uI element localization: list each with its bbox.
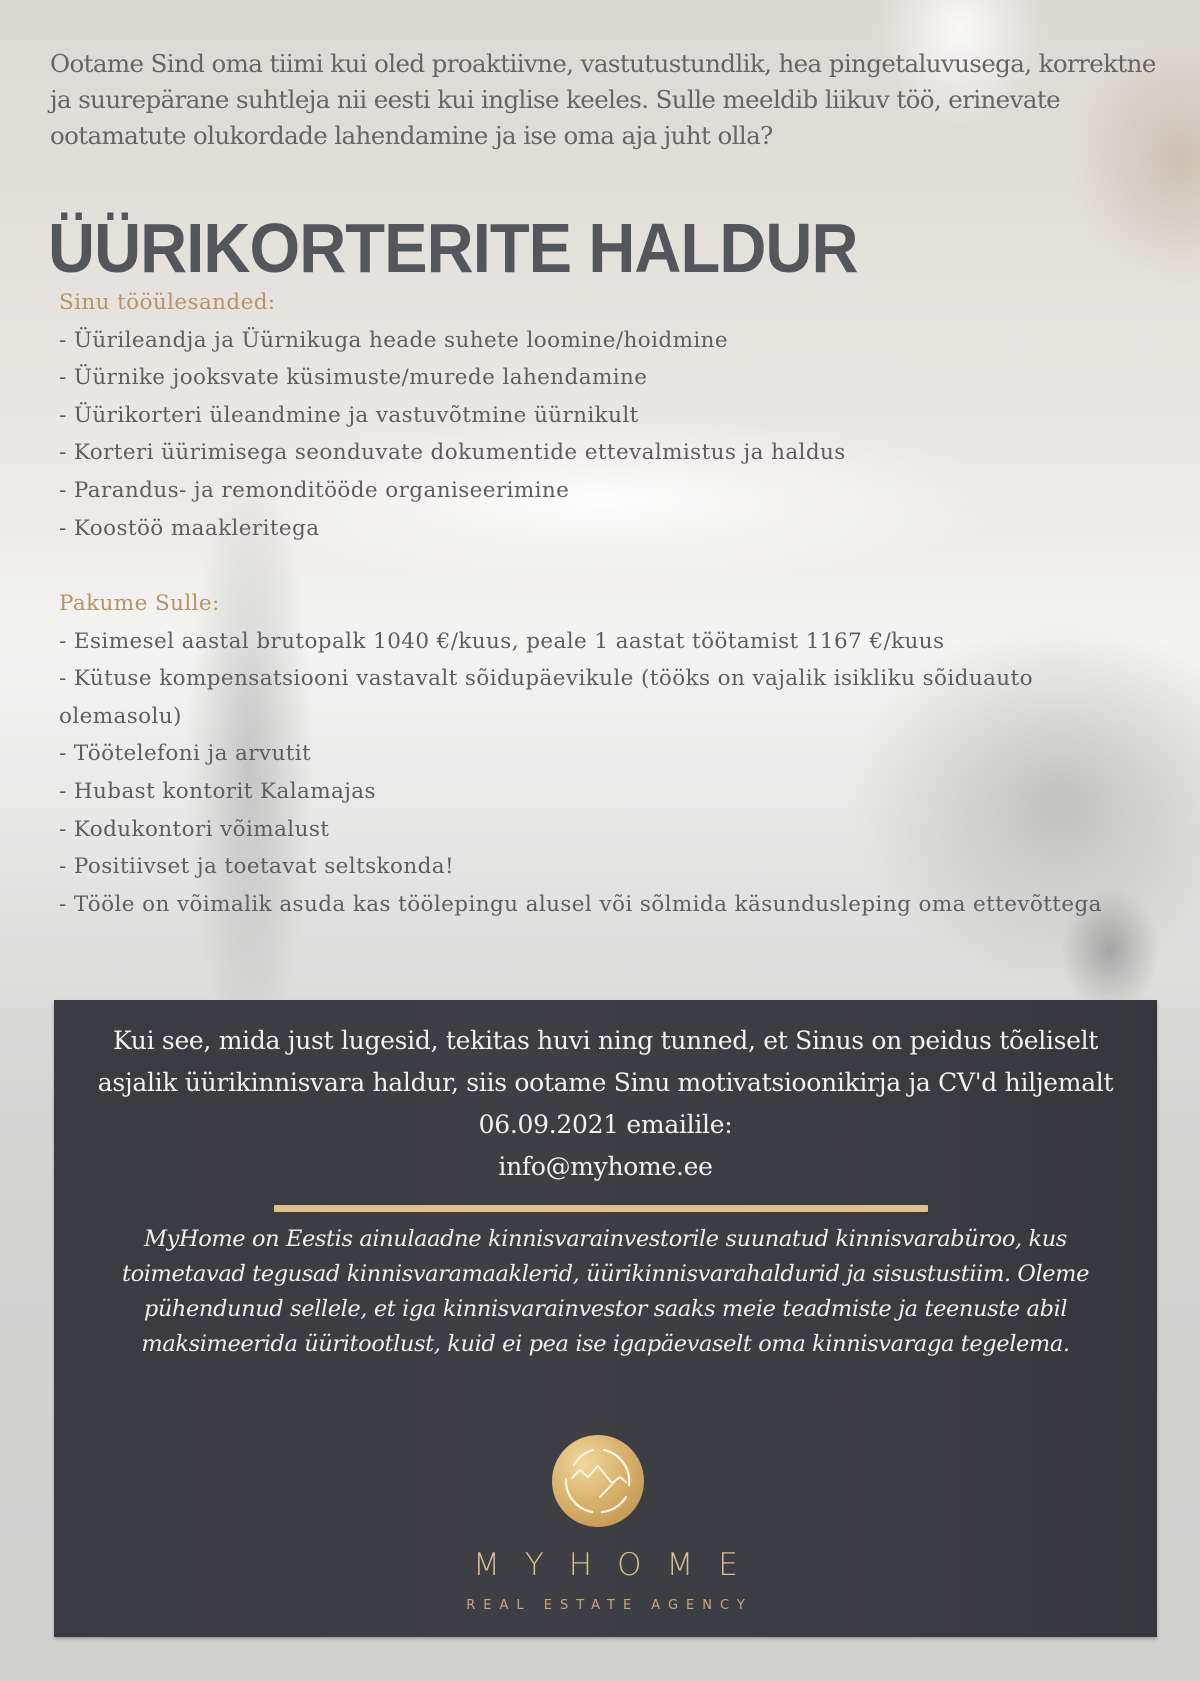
task-item: - Koostöö maakleritega	[59, 515, 320, 541]
offer-item: - Positiivset ja toetavat seltskonda!	[59, 854, 454, 880]
offer-item: - Töötelefoni ja arvutit	[59, 741, 312, 767]
task-item: - Üürileandja ja Üürnikuga heade suhete loomine/hoidmine	[59, 327, 729, 353]
task-item: - Parandus- ja remonditööde organiseerimine	[59, 477, 570, 503]
contact-panel	[54, 1000, 1157, 1637]
offer-item: - Hubast kontorit Kalamajas	[59, 778, 376, 804]
offer-item: - Tööle on võimalik asuda kas töölepingu alusel või sõlmida käsundusleping oma ettevõttega	[59, 891, 1102, 917]
tasks-heading: Sinu tööülesanded:	[59, 290, 276, 315]
brand-tagline: REAL ESTATE AGENCY	[466, 1598, 753, 1613]
offer-item: - Esimesel aastal brutopalk 1040 €/kuus, peale 1 aastat töötamist 1167 €/kuus	[59, 628, 945, 654]
email-link[interactable]: info@myhome.ee	[498, 1152, 713, 1181]
intro-paragraph: Ootame Sind oma tiimi kui oled proaktiivne, vastutustundlik, hea pingetaluvusega, korrektne ja suurepärane suhtleja nii eesti kui inglise keeles. Sulle meeldib liikuv töö, erinevate ootamatute olukordade lahendamine ja ise oma aja juht olla?	[50, 49, 1156, 150]
gold-divider	[274, 1205, 928, 1212]
mountain-circle-icon	[552, 1435, 644, 1527]
task-item: - Üürikorteri üleandmine ja vastuvõtmine üürnikult	[59, 402, 639, 428]
offer-item: - Kütuse kompensatsiooni vastavalt sõidupäevikule (tööks on vajalik isikliku sõiduauto olemasolu)	[59, 666, 1033, 729]
tasks-section	[59, 284, 1119, 547]
call-to-action	[74, 1020, 1137, 1188]
task-item: - Korteri üürimisega seonduvate dokumentide ettevalmistus ja haldus	[59, 440, 846, 466]
cta-text: Kui see, mida just lugesid, tekitas huvi ning tunned, et Sinus on peidus tõeliselt asjalik üürikinnisvara haldur, siis ootame Sinu motivatsioonikirja ja CV'd hiljemalt 06.09.2021 emailile:	[97, 1026, 1114, 1139]
offer-item: - Kodukontori võimalust	[59, 816, 330, 842]
brand-name: MYHOME	[473, 1547, 763, 1583]
offer-section	[59, 585, 1119, 923]
offer-heading: Pakume Sulle:	[59, 591, 220, 616]
job-title: ÜÜRIKORTERITE HALDUR	[48, 209, 858, 287]
task-item: - Üürnike jooksvate küsimuste/murede lahendamine	[59, 365, 648, 391]
about-company: MyHome on Eestis ainulaadne kinnisvarainvestorile suunatud kinnisvarabüroo, kus toimetavad tegusad kinnisvaramaaklerid, üürikinnisvarahaldurid ja sisustustiim. Oleme pühendunud sellele, et iga kinnisvarainvestor saaks meie teadmiste ja teenuste abil maksimeerida üüritootlust, kuid ei pea ise igapäevaselt oma kinnisvaraga tegelema.	[121, 1226, 1090, 1357]
